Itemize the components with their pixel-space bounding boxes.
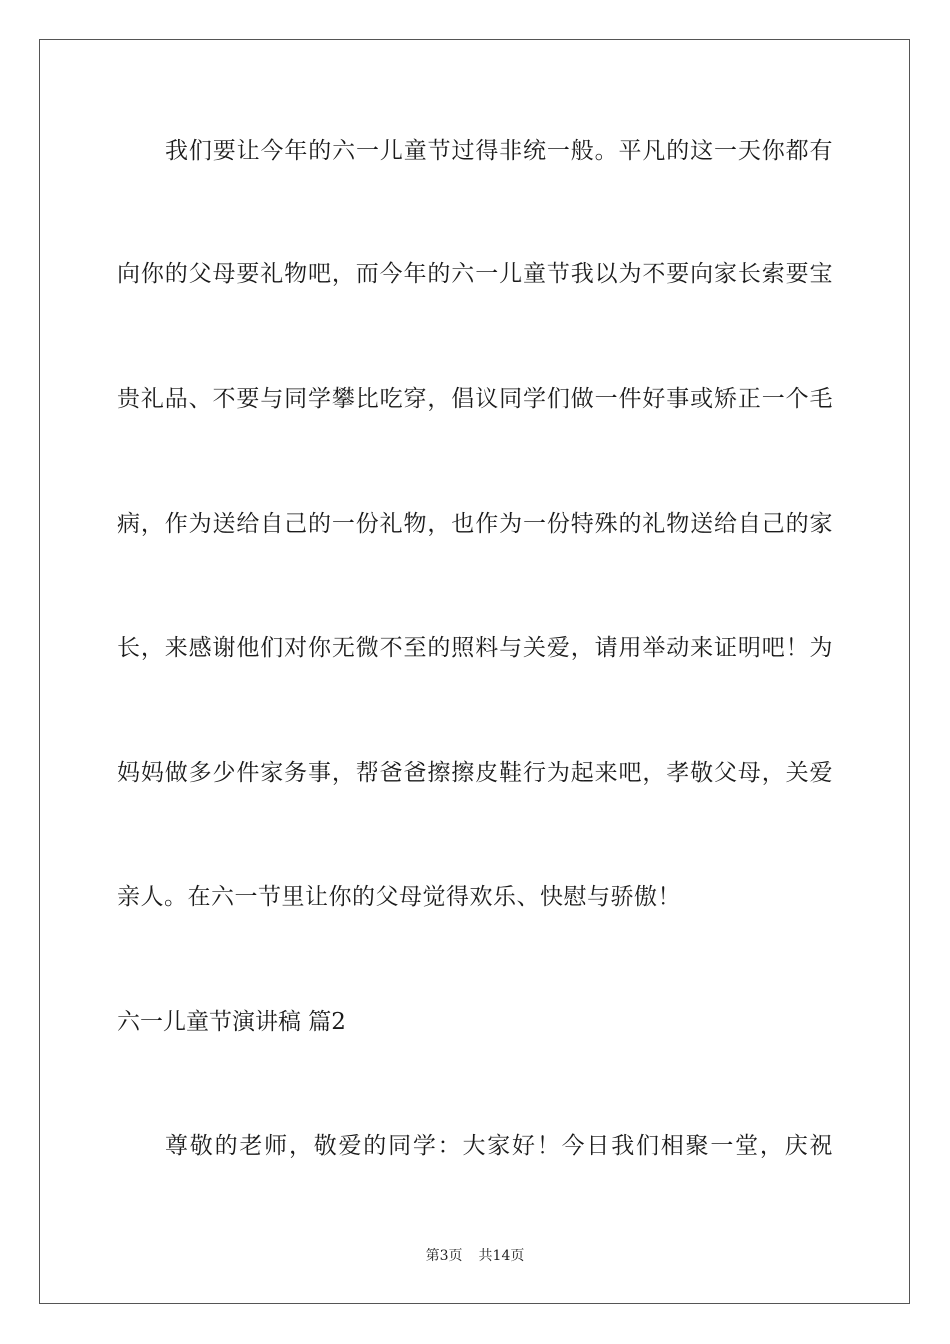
section-heading: 六一儿童节演讲稿 篇2 (117, 1009, 346, 1035)
paragraph-line: 长，来感谢他们对你无微不至的照料与关爱，请用举动来证明吧！为 (117, 635, 833, 661)
page-number-current: 第3页 (425, 1248, 463, 1264)
paragraph-line: 妈妈做多少件家务事，帮爸爸擦擦皮鞋行为起来吧，孝敬父母，关爱 (117, 760, 833, 786)
paragraph-line: 贵礼品、不要与同学攀比吃穿，倡议同学们做一件好事或矫正一个毛 (117, 386, 833, 412)
paragraph-line: 我们要让今年的六一儿童节过得非统一般。平凡的这一天你都有 (165, 138, 833, 164)
paragraph-line: 尊敬的老师，敬爱的同学：大家好！今日我们相聚一堂，庆祝 (165, 1133, 833, 1159)
page-footer (0, 1247, 950, 1265)
paragraph-line: 病，作为送给自己的一份礼物，也作为一份特殊的礼物送给自己的家 (117, 511, 833, 537)
page-number-total: 共14页 (478, 1248, 525, 1264)
paragraph-line: 向你的父母要礼物吧，而今年的六一儿童节我以为不要向家长索要宝 (117, 261, 833, 287)
page-frame (39, 39, 910, 1304)
paragraph-line: 亲人。在六一节里让你的父母觉得欢乐、快慰与骄傲！ (117, 884, 681, 910)
